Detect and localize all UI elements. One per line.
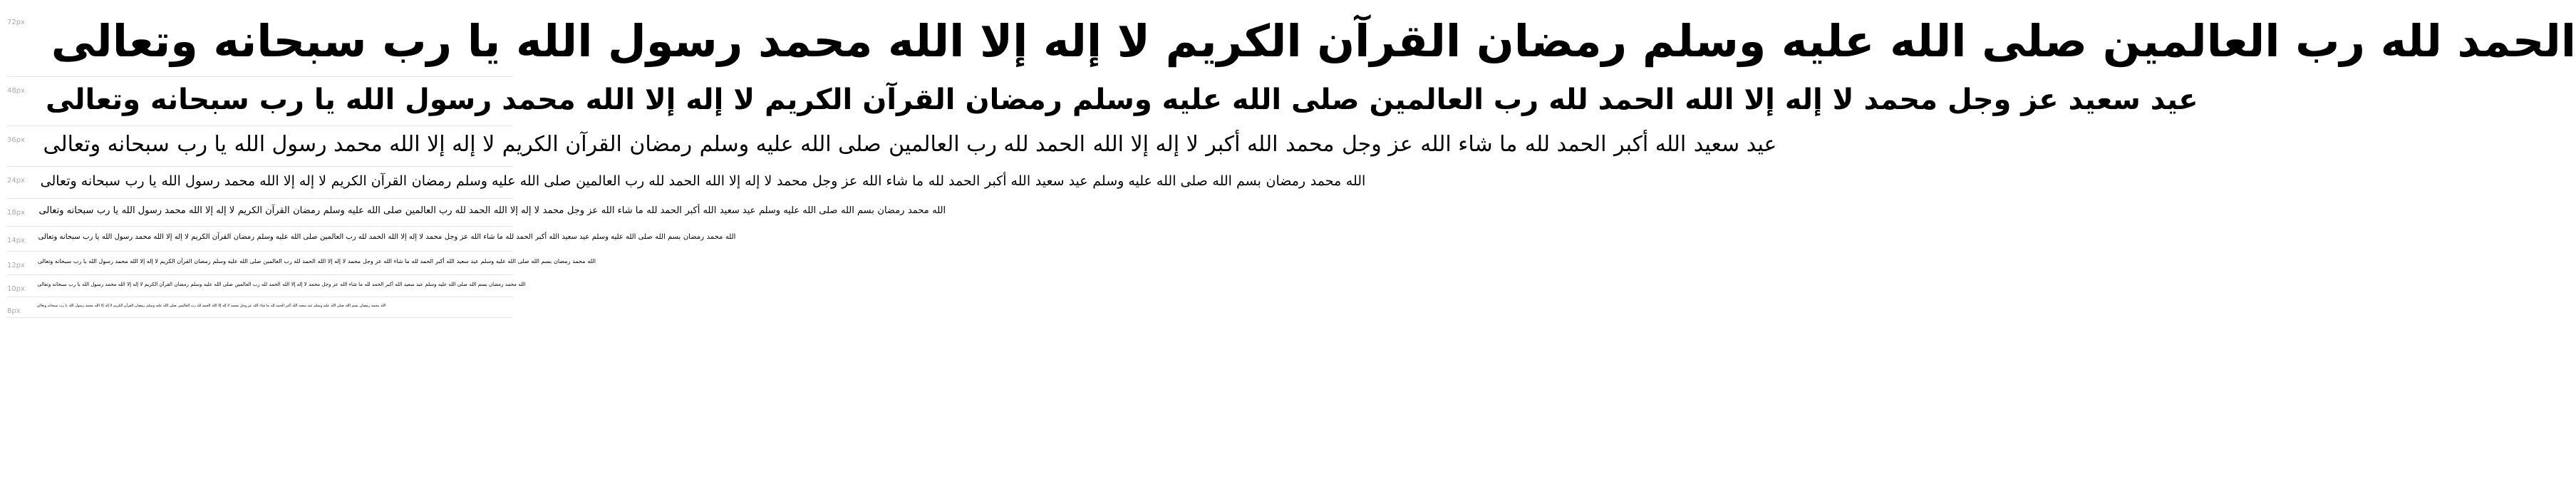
glyph: يا رب (83, 233, 100, 241)
glyph: الحمد لله (364, 282, 384, 287)
glyph: عز وجل (1341, 132, 1413, 157)
glyph: الحمد لله رب العالمين (263, 258, 316, 264)
glyph: الله أكبر (1614, 132, 1687, 157)
glyph: محمد (347, 258, 361, 264)
glyph: الله أكبر (1206, 132, 1278, 157)
glyph: صلى الله عليه وسلم (699, 132, 881, 157)
glyph: لا إله إلا الله محمد رسول الله (101, 233, 189, 241)
glyph: يا رب (382, 15, 501, 67)
glyph: عز وجل (321, 282, 338, 287)
glyph: محمد (776, 173, 808, 189)
glyph: الله أكبر (984, 173, 1031, 189)
glyph: الحمد لله (505, 233, 533, 241)
glyph: الحمد لله رب العالمين (320, 233, 386, 241)
glyph: رمضان (965, 83, 1062, 116)
glyph: عز وجل (567, 205, 599, 216)
glyph: رمضان (554, 258, 571, 264)
glyph: القرآن الكريم (113, 304, 134, 308)
glyph: عيد سعيد (299, 304, 313, 308)
glyph: محمد (309, 282, 321, 287)
glyph: الحمد لله رب العالمين (889, 132, 1085, 157)
glyph: رمضان (489, 282, 504, 287)
glyph: صلى الله عليه وسلم (146, 304, 177, 308)
glyph: يا رب (59, 304, 68, 308)
glyph: محمد (706, 233, 723, 241)
glyph: يا رب (73, 258, 87, 264)
size-label: 36px (7, 136, 25, 144)
glyph: لا إله إلا الله محمد رسول الله (345, 83, 755, 116)
glyph-sample (36, 227, 735, 248)
glyph-sample (36, 199, 946, 223)
glyph: الله أكبر (385, 282, 403, 287)
glyph: بسم الله (841, 205, 874, 216)
glyph: صلى الله عليه وسلم (455, 173, 571, 189)
glyph: رمضان (629, 132, 693, 157)
glyph: محمد (907, 205, 929, 216)
glyph: لا إله إلا الله (212, 304, 229, 308)
glyph-sample (36, 297, 386, 314)
glyph: رمضان (233, 233, 255, 241)
sample-row (7, 167, 1366, 199)
glyph: يا رب (96, 205, 119, 216)
glyph: لا إله إلا الله (317, 258, 346, 264)
glyph: لا إله إلا الله محمد رسول الله (81, 282, 143, 287)
sample-row (7, 9, 2576, 77)
glyph: ما شاء الله (253, 304, 269, 308)
glyph: ما شاء الله (1420, 132, 1518, 157)
glyph: الحمد لله (411, 258, 434, 264)
glyph: رمضان (134, 304, 145, 308)
glyph: الحمد لله (1524, 132, 1607, 157)
glyph: رمضان (683, 233, 705, 241)
glyph: القرآن الكريم (191, 233, 232, 241)
glyph: عيد سعيد (403, 282, 423, 287)
glyph: صلى الله عليه وسلم (480, 258, 529, 264)
glyph: الحمد لله (928, 173, 981, 189)
glyph: الحمد لله (646, 205, 682, 216)
glyph: عز وجل (1947, 83, 2059, 116)
glyph: لا إله إلا الله محمد رسول الله (516, 15, 1150, 67)
glyph: رمضان (359, 304, 371, 308)
glyph: ما شاء الله (383, 258, 410, 264)
glyph: سبحانه وتعالى (46, 83, 249, 116)
glyph: صلى الله عليه وسلم (591, 233, 653, 241)
sample-row (7, 252, 596, 275)
glyph: القرآن الكريم (331, 173, 408, 189)
glyph: محمد (425, 233, 443, 241)
glyph: محمد (572, 258, 586, 264)
glyph: سبحانه وتعالى (43, 132, 170, 157)
glyph: عز وجل (444, 233, 469, 241)
glyph: سبحانه وتعالى (37, 282, 67, 287)
glyph: سبحانه وتعالى (38, 233, 81, 241)
glyph: لا إله إلا الله محمد رسول الله (121, 205, 235, 216)
glyph: لا إله إلا الله (1092, 132, 1199, 157)
size-label: 24px (7, 177, 25, 185)
sample-row (7, 227, 736, 252)
glyph: رمضان (1476, 15, 1628, 67)
glyph: الحمد لله رب العالمين (405, 205, 491, 216)
glyph: الله (725, 233, 736, 241)
glyph: سبحانه وتعالى (51, 15, 367, 67)
sample-row (7, 297, 513, 318)
glyph-sample (36, 252, 596, 272)
glyph: يا رب (125, 173, 157, 189)
glyph: الله (587, 258, 596, 264)
glyph: صلى الله عليه وسلم (1072, 83, 1360, 116)
size-label: 72px (7, 19, 25, 26)
glyph: صلى الله عليه وسلم (1642, 15, 2088, 67)
glyph: محمد (505, 282, 517, 287)
glyph: صلى الله عليه وسلم (425, 282, 467, 287)
glyph: يا رب (177, 132, 227, 157)
glyph: عيد سعيد (1693, 132, 1777, 157)
glyph: محمد (1310, 173, 1342, 189)
size-label: 18px (7, 209, 25, 217)
glyph: ما شاء الله (340, 282, 363, 287)
glyph-sample (36, 167, 1365, 195)
glyph: لا إله إلا الله محمد رسول الله (234, 132, 495, 157)
glyph: محمد (371, 304, 380, 308)
glyph: عيد سعيد (562, 233, 590, 241)
glyph: محمد (1285, 132, 1335, 157)
glyph: صلى الله عليه وسلم (1092, 173, 1208, 189)
glyph: لا إله إلا الله (282, 282, 307, 287)
glyph: رمضان (411, 173, 452, 189)
glyph: محمد (542, 205, 564, 216)
glyph: رمضان (877, 205, 905, 216)
glyph: لا إله إلا الله محمد رسول الله (88, 258, 158, 264)
glyph: الحمد لله رب العالمين (1369, 83, 1675, 116)
glyph: عيد سعيد (2068, 83, 2198, 116)
glyph: صلى الله عليه وسلم (190, 282, 233, 287)
glyph: صلى الله عليه وسلم (758, 205, 838, 216)
glyph: بسم الله (469, 282, 487, 287)
glyph: الحمد لله (270, 304, 284, 308)
size-label: 12px (7, 262, 25, 269)
glyph: بسم الله (531, 258, 552, 264)
glyph: الحمد لله رب العالمين (576, 173, 700, 189)
glyph: رمضان (1266, 173, 1306, 189)
glyph: الله أكبر (685, 205, 717, 216)
size-label: 48px (7, 87, 25, 95)
glyph: الله (932, 205, 946, 216)
glyph: ما شاء الله (601, 205, 643, 216)
glyph: الله أكبر (535, 233, 559, 241)
glyph: القرآن الكريم (502, 132, 622, 157)
glyph: بسم الله (1212, 173, 1261, 189)
glyph: القرآن الكريم (237, 205, 290, 216)
glyph: الله (518, 282, 526, 287)
glyph: ما شاء الله (862, 173, 924, 189)
glyph: يا رب (259, 83, 336, 116)
glyph: رمضان (293, 205, 321, 216)
glyph: سبحانه وتعالى (38, 205, 94, 216)
glyph: صلى الله عليه وسلم (314, 304, 344, 308)
glyph: صلى الله عليه وسلم (212, 258, 262, 264)
glyph: محمد (230, 304, 239, 308)
glyph: عز وجل (363, 258, 382, 264)
glyph: عيد سعيد (1035, 173, 1088, 189)
glyph: بسم الله (655, 233, 681, 241)
glyph: ما شاء الله (470, 233, 503, 241)
size-label: 14px (7, 237, 25, 245)
glyph-sample (36, 275, 526, 294)
glyph: لا إله إلا الله (493, 205, 540, 216)
size-label: 10px (7, 285, 25, 293)
glyph: لا إله إلا الله (388, 233, 423, 241)
sample-row (7, 77, 2198, 126)
glyph: سبحانه وتعالى (40, 173, 120, 189)
glyph: يا رب (68, 282, 81, 287)
glyph: رمضان (174, 282, 189, 287)
font-preview-sheet (7, 9, 2576, 318)
glyph: القرآن الكريم (160, 258, 192, 264)
glyph: لا إله إلا الله (705, 173, 772, 189)
glyph: محمد (1863, 83, 1938, 116)
glyph-sample (36, 126, 1776, 163)
glyph: رمضان (194, 258, 211, 264)
glyph: لا إله إلا الله محمد رسول الله (161, 173, 327, 189)
glyph: عز وجل (812, 173, 858, 189)
size-label: 8px (7, 307, 21, 315)
glyph: الله (381, 304, 386, 308)
glyph: عيد سعيد (719, 205, 756, 216)
glyph: الحمد لله رب العالمين (177, 304, 211, 308)
glyph: بسم الله (345, 304, 358, 308)
glyph: القرآن الكريم (765, 83, 956, 116)
glyph: صلى الله عليه وسلم (257, 233, 318, 241)
glyph: الله (1345, 173, 1366, 189)
glyph-sample (36, 9, 2576, 73)
glyph: الحمد لله رب العالمين (234, 282, 281, 287)
glyph: سبحانه وتعالى (36, 304, 58, 308)
glyph: الله أكبر (285, 304, 298, 308)
glyph: القرآن الكريم (144, 282, 172, 287)
glyph: صلى الله عليه وسلم (323, 205, 403, 216)
sample-row (7, 126, 1777, 167)
glyph: القرآن الكريم (1165, 15, 1462, 67)
glyph-sample (36, 77, 2198, 123)
sample-row (7, 275, 526, 297)
glyph: عيد سعيد (456, 258, 479, 264)
glyph: عز وجل (239, 304, 252, 308)
sample-row (7, 199, 946, 227)
glyph: الحمد لله رب العالمين (2102, 15, 2576, 67)
glyph: لا إله إلا الله محمد رسول الله (68, 304, 113, 308)
glyph: سبحانه وتعالى (37, 258, 72, 264)
glyph: لا إله إلا الله (1685, 83, 1854, 116)
glyph: الله أكبر (435, 258, 455, 264)
